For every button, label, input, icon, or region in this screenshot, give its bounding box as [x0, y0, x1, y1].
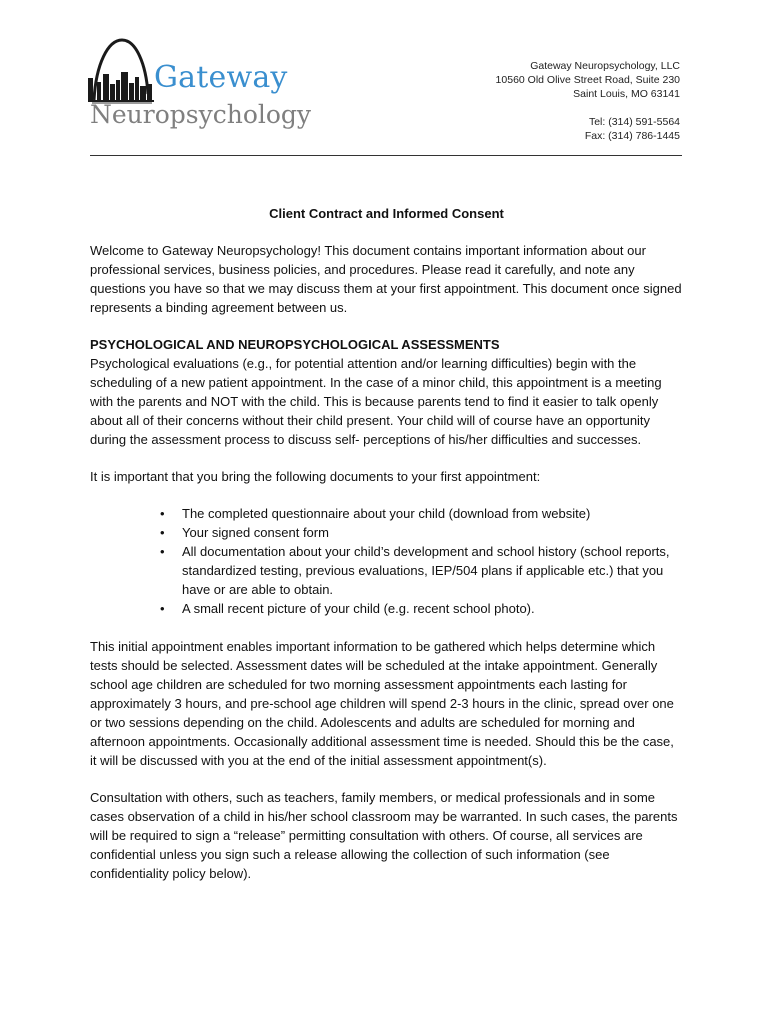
list-item-text: All documentation about your child’s development and school history (school reports, standardized testing, previous evaluations, IEP/504 plans if applicable etc.) that you have or are able to obtain. — [182, 544, 670, 597]
document-title: Client Contract and Informed Consent — [269, 206, 504, 221]
documents-list — [90, 504, 683, 618]
bullet-icon: • — [160, 506, 165, 521]
address-line-2: Saint Louis, MO 63141 — [573, 88, 680, 101]
list-item — [160, 523, 683, 542]
intro-paragraph: Welcome to Gateway Neuropsychology! This document contains important information about our professional services, business policies, and procedures. Please read it carefully, and note any questions you have so that we may discuss them at your first appointment. This document once signed represents a binding agreement between us. — [90, 243, 682, 315]
bullet-icon: • — [160, 544, 165, 559]
address-line-1: 10560 Old Olive Street Road, Suite 230 — [495, 74, 680, 87]
bullet-icon: • — [160, 525, 165, 540]
list-item — [160, 504, 683, 523]
appointment-paragraph: This initial appointment enables important information to be gathered which helps determine which tests should be selected. Assessment dates will be scheduled at the intake appointment. Generally school age children are scheduled for two morning assessment appointments each lasting for approximately 3 hours, and pre-school age children will spend 2-3 hours in the clinic, spread over one or two sessions depending on the child. Adolescents and adults are scheduled for morning and afternoon appointments. Occasionally additional assessment time is needed. Should this be the case, it will be discussed with you at the end of the initial assessment appointment(s). — [90, 639, 674, 768]
phone-number: Tel: (314) 591-5564 — [588, 115, 680, 128]
section-heading-assessments: PSYCHOLOGICAL AND NEUROPSYCHOLOGICAL ASSESSMENTS — [90, 337, 500, 352]
bullet-icon: • — [160, 601, 165, 616]
consultation-paragraph: Consultation with others, such as teachers, family members, or medical professionals and in some cases observation of a child in his/her school classroom may be warranted. In such cases, the parents will be required to sign a “release” permitting consultation with others. Of course, all services are confidential unless you sign such a release allowing the collection of such information (see confidentiality policy below). — [90, 790, 678, 881]
list-item-text: A small recent picture of your child (e.g. recent school photo). — [182, 601, 535, 616]
list-item — [160, 542, 683, 599]
list-item-text: Your signed consent form — [182, 525, 329, 540]
list-item — [160, 599, 683, 618]
fax-number: Fax: (314) 786-1445 — [584, 129, 680, 142]
company-name: Gateway Neuropsychology, LLC — [530, 60, 680, 72]
list-item-text: The completed questionnaire about your child (download from website) — [182, 506, 591, 521]
document-body — [90, 204, 683, 901]
logo-wordmark-neuropsychology: Neuropsychology — [90, 100, 312, 129]
logo-wordmark-gateway: Gateway — [154, 60, 288, 95]
company-logo — [88, 34, 312, 134]
documents-intro-paragraph: It is important that you bring the following documents to your first appointment: — [90, 469, 541, 484]
header-divider — [90, 155, 682, 156]
assessments-paragraph: Psychological evaluations (e.g., for potential attention and/or learning difficulties) begin with the scheduling of a new patient appointment. In the case of a minor child, this appointment is a meeting with the parents and NOT with the child. This is because parents tend to find it easier to talk openly about all of their concerns without their child present. Your child will of course have an opportunity during the assessment process to discuss self- perceptions of his/her difficulties and successes. — [90, 356, 662, 447]
contact-block — [496, 59, 680, 143]
